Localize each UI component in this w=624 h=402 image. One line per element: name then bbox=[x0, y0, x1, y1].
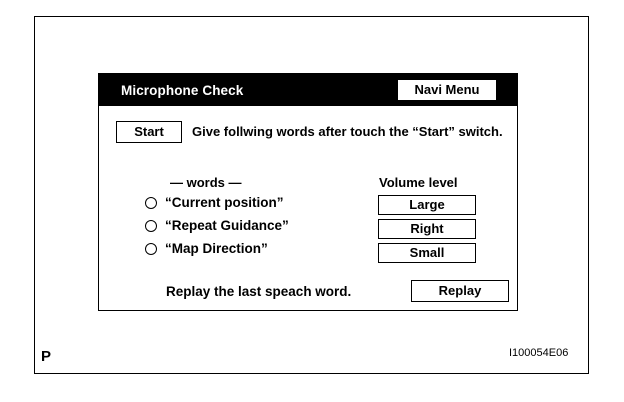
word-label: “Repeat Guidance” bbox=[165, 218, 289, 233]
word-label: “Current position” bbox=[165, 195, 284, 210]
volume-small-button[interactable]: Small bbox=[378, 243, 476, 263]
radio-circle-icon[interactable] bbox=[145, 197, 157, 209]
volume-large-button[interactable]: Large bbox=[378, 195, 476, 215]
navi-menu-button[interactable]: Navi Menu bbox=[397, 79, 497, 101]
radio-circle-icon[interactable] bbox=[145, 220, 157, 232]
title-bar bbox=[99, 74, 517, 106]
radio-circle-icon[interactable] bbox=[145, 243, 157, 255]
volume-right-button[interactable]: Right bbox=[378, 219, 476, 239]
figure-id: I100054E06 bbox=[509, 347, 569, 359]
instruction-text: Give follwing words after touch the “Start” switch. bbox=[192, 124, 503, 139]
words-header: — words — bbox=[170, 175, 242, 190]
word-item-current-position[interactable] bbox=[145, 195, 284, 213]
word-label: “Map Direction” bbox=[165, 241, 268, 256]
replay-instruction: Replay the last speach word. bbox=[166, 284, 352, 299]
microphone-check-screen bbox=[98, 73, 518, 311]
screen-title: Microphone Check bbox=[121, 83, 244, 98]
corner-label: P bbox=[41, 348, 52, 365]
volume-level-header: Volume level bbox=[379, 175, 458, 190]
word-item-repeat-guidance[interactable] bbox=[145, 218, 289, 236]
replay-button[interactable]: Replay bbox=[411, 280, 509, 302]
start-button[interactable]: Start bbox=[116, 121, 182, 143]
word-item-map-direction[interactable] bbox=[145, 241, 268, 259]
